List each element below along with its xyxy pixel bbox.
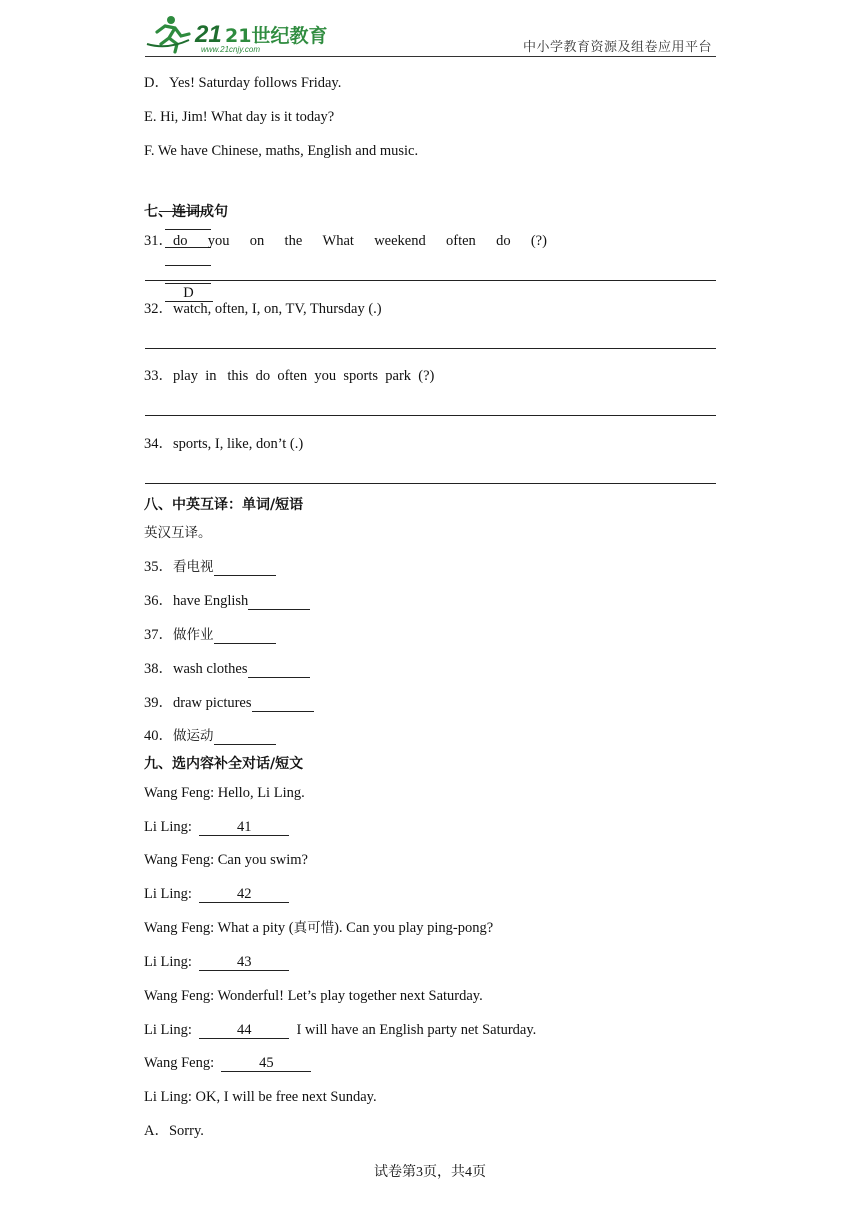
dialogue-line-2: Li Ling: 41 [144,818,289,836]
section-7-heading: 七、连词成句 [144,204,228,220]
option-f: F. We have Chinese, maths, English and music. [144,143,419,159]
dialogue-line-3: Wang Feng: Can you swim? [144,852,308,868]
answer-line-31[interactable] [145,280,716,281]
svg-text:www.21cnjy.com: www.21cnjy.com [201,45,260,54]
question-39: 39．draw pictures [144,694,314,712]
svg-text:21: 21 [195,21,222,48]
answer-blank-43[interactable]: 43 [199,954,289,971]
answer-blank-36[interactable] [248,593,310,610]
answer-blank-38[interactable] [248,661,310,678]
order-blank-5[interactable] [165,267,211,284]
footer-page: 3 [416,1165,423,1180]
dialogue-line-9: Wang Feng: 45 [144,1054,311,1072]
answer-blank-42[interactable]: 42 [199,886,289,903]
question-37: 37．做作业 [144,626,276,644]
answer-blank-35[interactable] [214,559,276,576]
question-36: 36．have English [144,592,310,610]
answer-line-34[interactable] [145,483,716,484]
answer-blank-37[interactable] [214,627,276,644]
question-31-word: the [284,233,303,249]
order-blank-4[interactable] [165,249,211,266]
section-8-heading: 八、中英互译：单词/短语 [144,497,304,513]
question-31-word: do [173,233,188,249]
dialogue-line-8: Li Ling: 44 I will have an English party net Saturday. [144,1022,537,1038]
page-header [145,14,716,57]
answer-line-33[interactable] [145,415,716,416]
section-8-instruction: 英汉互译。 [144,525,212,541]
dialogue-line-4: Li Ling: 42 [144,885,289,903]
question-31-word: often [446,233,476,249]
order-blank-6[interactable]: D [165,285,213,302]
question-31-word: weekend [374,233,426,249]
answer-blank-44[interactable]: 44 [199,1022,289,1039]
dialogue-line-5: Wang Feng: What a pity (真可惜). Can you play ping-pong? [144,920,494,936]
section-9-heading: 九、选内容补全对话/短文 [144,756,304,772]
question-31-word: do [496,233,511,249]
answer-blank-41[interactable]: 41 [199,819,289,836]
footer-p2: 页，共 [423,1164,465,1180]
platform-name: 中小学教育资源及组卷应用平台 [522,40,712,55]
option-d: D．Yes! Saturday follows Friday. [144,75,342,91]
question-35: 35．看电视 [144,558,276,576]
dialogue-line-6: Li Ling: 43 [144,953,289,971]
answer-blank-45[interactable]: 45 [221,1055,311,1072]
dialogue-line-10: Li Ling: OK, I will be free next Sunday. [144,1089,377,1105]
question-31-word: on [249,233,265,249]
question-31 [144,232,547,250]
question-34: 34．sports, I, like, don’t (.) [144,436,304,452]
dialogue-line-7: Wang Feng: Wonderful! Let’s play together next Saturday. [144,988,483,1004]
question-31-words [173,232,547,250]
answer-blank-39[interactable] [252,695,314,712]
question-31-number: 31． [144,233,173,249]
logo-icon [145,14,328,54]
footer-total: 4 [465,1165,472,1180]
question-40: 40．做运动 [144,727,276,745]
question-33: 33．play in this do often you sports park (?) [144,368,435,384]
page-footer [0,1161,860,1181]
footer-p3: 页 [472,1164,486,1180]
footer-p1: 试卷第 [374,1164,416,1180]
question-38: 38．wash clothes [144,660,310,678]
svg-text:21世纪教育: 21世纪教育 [225,25,328,47]
option-e: E. Hi, Jim! What day is it today? [144,109,335,125]
option-a: A．Sorry. [144,1123,204,1139]
question-31-word: you [207,233,230,249]
answer-line-32[interactable] [145,348,716,349]
question-32: 32．watch, often, I, on, TV, Thursday (.) [144,301,382,317]
question-31-word: (?) [530,233,547,249]
answer-blank-40[interactable] [214,728,276,745]
dialogue-line-1: Wang Feng: Hello, Li Ling. [144,785,305,801]
question-31-word: What [322,233,354,249]
